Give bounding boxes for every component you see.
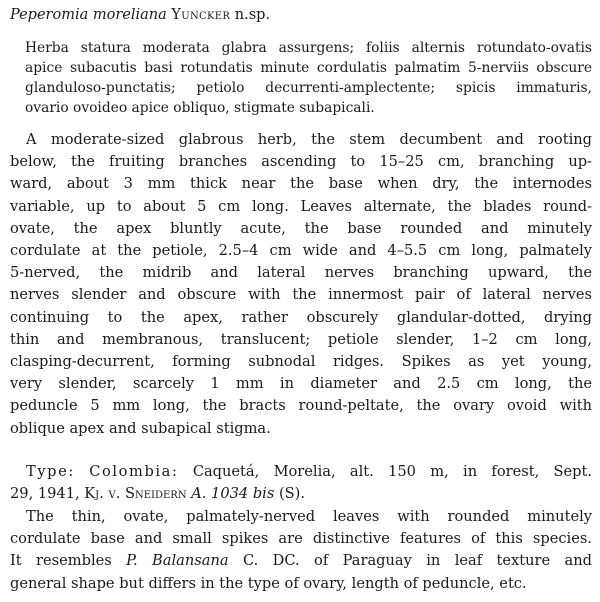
discussion-line: general shape but differs in the type of ovary, length of peduncle, etc. [10, 574, 527, 592]
description-line: ovate, the apex bluntly acute, the base rounded and minutely [10, 219, 592, 237]
comparison-detail: C. DC. of Paraguay in leaf texture and [242, 552, 592, 570]
description-line: peduncle 5 mm long, the bracts round-peltate, the ovary ovoid with [10, 397, 592, 415]
type-number: A. 1034 bis [191, 485, 275, 502]
description-line: very slender, scarcely 1 mm in diameter and 2.5 cm long, the [10, 375, 592, 393]
description-line: cordulate at the petiole, 2.5–4 cm wide and 4–5.5 cm long, palmately [10, 242, 592, 260]
latin-line: apice subacutis basi rotundatis minute cordulatis palmatim 5-nerviis obscure [25, 60, 592, 76]
type-herbarium: (S). [278, 485, 305, 502]
latin-line: ovario ovoideo apice obliquo, stigmate subapicali. [25, 100, 375, 116]
description-line: oblique apex and subapical stigma. [10, 419, 271, 437]
type-locality: Caquetá, Morelia, alt. 150 m, in forest, Sept. [192, 463, 593, 480]
english-description [10, 129, 592, 440]
description-line: A moderate-sized glabrous herb, the stem decumbent and rooting [26, 131, 592, 148]
description-line: nerves slender and obscure with the innermost pair of lateral nerves [10, 286, 592, 304]
species-heading [10, 5, 270, 25]
latin-line: Herba statura moderata glabra assurgens; foliis alternis rotundato-ovatis [25, 40, 592, 56]
description-line: ward, about 3 mm thick near the base when dry, the internodes [10, 175, 592, 193]
description-line: below, the fruiting branches ascending to 15–25 cm, branching up- [10, 153, 592, 171]
type-citation [10, 461, 592, 505]
type-date: 29, 1941, [10, 485, 80, 502]
description-line: clasping-decurrent, forming subnodal ridges. Spikes as yet young, [10, 353, 592, 371]
description-line: 5-nerved, the midrib and lateral nerves branching upward, the [10, 264, 592, 282]
species-author: Yuncker [171, 7, 231, 23]
compared-species: P. Balansana [126, 552, 229, 570]
type-citation-line-2 [10, 483, 592, 505]
comparison-intro: It resembles [10, 552, 112, 570]
type-country: Colombia: [89, 463, 179, 480]
species-name: Peperomia moreliana [10, 7, 167, 23]
species-status: n.sp. [234, 7, 271, 23]
description-line: variable, up to about 5 cm long. Leaves alternate, the blades round- [10, 197, 592, 215]
type-collector: Kj. v. Sneidern [84, 485, 187, 502]
description-line: thin and membranous, translucent; petiole slender, 1–2 cm long, [10, 330, 592, 348]
discussion-line: cordulate base and small spikes are distinctive features of this species. [10, 530, 592, 548]
latin-line: glanduloso-punctatis; petiolo decurrenti-amplectente; spicis immaturis, [25, 80, 592, 96]
discussion-line: The thin, ovate, palmately-nerved leaves with rounded minutely [26, 508, 592, 525]
description-line: continuing to the apex, rather obscurely glandular-dotted, drying [10, 308, 592, 326]
type-citation-line-1 [10, 461, 592, 483]
latin-diagnosis [25, 38, 592, 118]
discussion-line [10, 550, 592, 572]
type-label: Type: [26, 463, 75, 480]
discussion-paragraph [10, 506, 592, 595]
